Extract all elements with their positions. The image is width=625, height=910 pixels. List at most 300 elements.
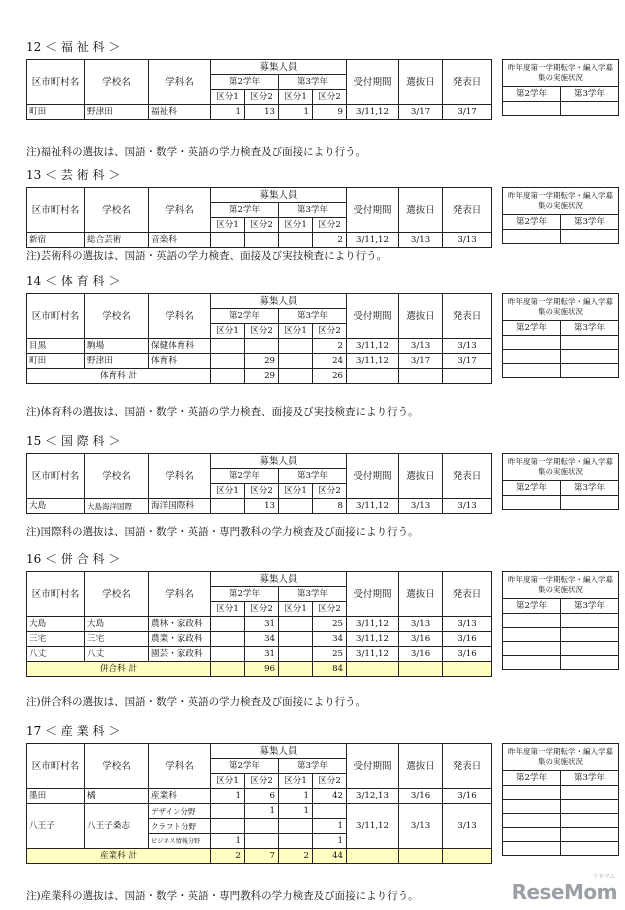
district-cell: 町田 — [27, 354, 85, 369]
tables-wrap — [26, 187, 613, 251]
school-cell: 総合芸術 — [85, 233, 149, 248]
section-title: 17 ＜ 産 業 科 ＞ — [26, 724, 121, 738]
header-school: 学校名 — [85, 188, 149, 233]
department-section — [26, 274, 613, 418]
section-title: 14 ＜ 体 育 科 ＞ — [26, 274, 121, 288]
total-count-cell — [279, 662, 313, 677]
header-announce: 発表日 — [443, 60, 492, 105]
reception-cell: 3/11,12 — [347, 632, 399, 647]
department-cell: 保健体育科 — [149, 339, 211, 354]
announce-cell: 3/16 — [443, 789, 492, 804]
header-announce: 発表日 — [443, 294, 492, 339]
header-cat1: 区分1 — [279, 774, 313, 789]
empty-cell — [399, 849, 443, 864]
header-grade2: 第2学年 — [211, 203, 279, 218]
header-cat1: 区分1 — [211, 774, 245, 789]
count-cell — [279, 499, 313, 514]
reception-cell: 3/11,12 — [347, 354, 399, 369]
status-cell — [503, 656, 561, 670]
header-recruit: 募集人員 — [211, 744, 347, 759]
header-selection: 選抜日 — [399, 572, 443, 617]
count-cell — [211, 354, 245, 369]
count-cell: 24 — [313, 354, 347, 369]
section-title: 16 ＜ 併 合 科 ＞ — [26, 552, 121, 566]
department-cell: クラフト分野 — [149, 819, 211, 834]
status-cell — [503, 364, 561, 378]
count-cell: 29 — [245, 354, 279, 369]
header-grade2: 第2学年 — [211, 587, 279, 602]
header-selection: 選抜日 — [399, 60, 443, 105]
reception-cell: 3/12,13 — [347, 789, 399, 804]
header-district: 区市町村名 — [27, 188, 85, 233]
header-grade3: 第3学年 — [279, 759, 347, 774]
transfer-status-table — [502, 571, 619, 670]
table-row — [27, 354, 492, 369]
header-school: 学校名 — [85, 572, 149, 617]
status-cell — [503, 800, 561, 814]
total-label: 体育科 計 — [27, 369, 211, 384]
total-count-cell: 44 — [313, 849, 347, 864]
header-district: 区市町村名 — [27, 60, 85, 105]
count-cell — [211, 647, 245, 662]
selection-cell: 3/16 — [399, 647, 443, 662]
department-section — [26, 552, 613, 708]
recruitment-table — [26, 571, 492, 677]
total-count-cell — [211, 369, 245, 384]
recruitment-table — [26, 453, 492, 514]
count-cell: 1 — [211, 789, 245, 804]
header-announce: 発表日 — [443, 188, 492, 233]
district-cell: 墨田 — [27, 789, 85, 804]
status-cell — [561, 336, 619, 350]
selection-cell: 3/16 — [399, 632, 443, 647]
status-grade3: 第3学年 — [561, 771, 619, 786]
count-cell — [245, 834, 279, 849]
count-cell: 13 — [245, 499, 279, 514]
school-cell: 八丈 — [85, 647, 149, 662]
department-cell: 音楽科 — [149, 233, 211, 248]
header-cat1: 区分1 — [211, 218, 245, 233]
count-cell: 1 — [279, 105, 313, 120]
status-cell — [503, 786, 561, 800]
empty-cell — [347, 369, 399, 384]
status-title: 昨年度第一学期転学・編入学募集の実施状況 — [503, 744, 619, 771]
header-selection: 選抜日 — [399, 744, 443, 789]
selection-cell: 3/17 — [399, 354, 443, 369]
school-cell: 大島海洋国際 — [85, 499, 149, 514]
status-title: 昨年度第一学期転学・編入学募集の実施状況 — [503, 454, 619, 481]
header-school: 学校名 — [85, 60, 149, 105]
count-cell — [211, 617, 245, 632]
district-cell: 八丈 — [27, 647, 85, 662]
header-cat2: 区分2 — [313, 324, 347, 339]
count-cell: 9 — [313, 105, 347, 120]
status-cell — [561, 828, 619, 842]
status-grade2: 第2学年 — [503, 321, 561, 336]
header-grade3: 第3学年 — [279, 587, 347, 602]
status-cell — [503, 350, 561, 364]
total-row — [27, 369, 492, 384]
district-cell: 町田 — [27, 105, 85, 120]
status-grade3: 第3学年 — [561, 481, 619, 496]
header-cat2: 区分2 — [313, 90, 347, 105]
recruitment-table — [26, 743, 492, 864]
status-grade2: 第2学年 — [503, 87, 561, 102]
transfer-status-table — [502, 743, 619, 856]
header-cat1: 区分1 — [279, 324, 313, 339]
total-count-cell: 96 — [245, 662, 279, 677]
count-cell: 1 — [211, 105, 245, 120]
status-grade2: 第2学年 — [503, 771, 561, 786]
count-cell — [279, 834, 313, 849]
header-reception: 受付期間 — [347, 454, 399, 499]
announce-cell: 3/16 — [443, 647, 492, 662]
selection-note: 注)国際科の選抜は、国語・数学・英語・専門教科の学力検査及び面接により行う。 — [26, 526, 419, 538]
section-title: 13 ＜ 芸 術 科 ＞ — [26, 168, 121, 182]
table-row — [27, 804, 492, 819]
table-row — [27, 647, 492, 662]
count-cell: 2 — [313, 339, 347, 354]
reception-cell: 3/11,12 — [347, 499, 399, 514]
count-cell — [279, 647, 313, 662]
header-cat1: 区分1 — [279, 90, 313, 105]
header-cat2: 区分2 — [245, 218, 279, 233]
count-cell — [245, 819, 279, 834]
count-cell — [211, 632, 245, 647]
header-selection: 選抜日 — [399, 294, 443, 339]
selection-note: 注)体育科の選抜は、国語・数学・英語の学力検査、面接及び実技検査により行う。 — [26, 406, 419, 418]
selection-cell: 3/13 — [399, 339, 443, 354]
status-cell — [503, 642, 561, 656]
header-district: 区市町村名 — [27, 572, 85, 617]
header-cat2: 区分2 — [313, 602, 347, 617]
count-cell: 34 — [313, 632, 347, 647]
header-recruit: 募集人員 — [211, 454, 347, 469]
status-cell — [561, 656, 619, 670]
header-district: 区市町村名 — [27, 744, 85, 789]
status-title: 昨年度第一学期転学・編入学募集の実施状況 — [503, 60, 619, 87]
reception-cell: 3/11,12 — [347, 647, 399, 662]
status-cell — [561, 786, 619, 800]
status-cell — [503, 814, 561, 828]
header-reception: 受付期間 — [347, 294, 399, 339]
header-grade3: 第3学年 — [279, 75, 347, 90]
count-cell — [279, 233, 313, 248]
count-cell: 31 — [245, 617, 279, 632]
header-selection: 選抜日 — [399, 454, 443, 499]
transfer-status-table — [502, 293, 619, 378]
status-cell — [561, 800, 619, 814]
department-section — [26, 40, 613, 158]
count-cell — [211, 339, 245, 354]
reception-cell: 3/11,12 — [347, 233, 399, 248]
selection-cell: 3/13 — [399, 804, 443, 849]
status-cell — [561, 102, 619, 116]
status-cell — [503, 102, 561, 116]
section-title: 15 ＜ 国 際 科 ＞ — [26, 434, 121, 448]
header-school: 学校名 — [85, 454, 149, 499]
status-grade2: 第2学年 — [503, 481, 561, 496]
header-cat2: 区分2 — [245, 324, 279, 339]
announce-cell: 3/13 — [443, 804, 492, 849]
header-cat2: 区分2 — [245, 90, 279, 105]
header-recruit: 募集人員 — [211, 60, 347, 75]
header-cat2: 区分2 — [313, 774, 347, 789]
header-cat1: 区分1 — [279, 484, 313, 499]
reception-cell: 3/11,12 — [347, 804, 399, 849]
department-cell: デザイン分野 — [149, 804, 211, 819]
header-cat1: 区分1 — [279, 602, 313, 617]
department-cell: 海洋国際科 — [149, 499, 211, 514]
header-department: 学科名 — [149, 744, 211, 789]
status-grade3: 第3学年 — [561, 87, 619, 102]
header-grade2: 第2学年 — [211, 309, 279, 324]
selection-note: 注)芸術科の選抜は、国語・英語の学力検査、面接及び実技検査により行う。 — [26, 250, 388, 262]
count-cell: 42 — [313, 789, 347, 804]
total-count-cell: 84 — [313, 662, 347, 677]
header-grade2: 第2学年 — [211, 759, 279, 774]
empty-cell — [399, 369, 443, 384]
status-cell — [561, 230, 619, 244]
header-department: 学科名 — [149, 572, 211, 617]
header-reception: 受付期間 — [347, 572, 399, 617]
status-cell — [503, 230, 561, 244]
recruitment-table — [26, 59, 492, 120]
count-cell: 8 — [313, 499, 347, 514]
count-cell: 1 — [313, 834, 347, 849]
announce-cell: 3/13 — [443, 233, 492, 248]
status-cell — [561, 364, 619, 378]
transfer-status-table — [502, 453, 619, 510]
status-cell — [561, 350, 619, 364]
count-cell: 1 — [211, 834, 245, 849]
header-reception: 受付期間 — [347, 60, 399, 105]
total-count-cell: 26 — [313, 369, 347, 384]
school-cell: 野津田 — [85, 354, 149, 369]
department-cell: 福祉科 — [149, 105, 211, 120]
transfer-status-table — [502, 187, 619, 244]
count-cell — [245, 339, 279, 354]
table-row — [27, 339, 492, 354]
count-cell: 13 — [245, 105, 279, 120]
recruitment-table — [26, 293, 492, 384]
header-school: 学校名 — [85, 294, 149, 339]
count-cell: 1 — [279, 804, 313, 819]
announce-cell: 3/13 — [443, 617, 492, 632]
total-count-cell: 7 — [245, 849, 279, 864]
header-cat1: 区分1 — [211, 324, 245, 339]
selection-cell: 3/13 — [399, 233, 443, 248]
count-cell: 1 — [313, 819, 347, 834]
selection-cell: 3/17 — [399, 105, 443, 120]
status-cell — [503, 628, 561, 642]
status-grade2: 第2学年 — [503, 215, 561, 230]
announce-cell: 3/13 — [443, 499, 492, 514]
district-cell: 三宅 — [27, 632, 85, 647]
header-announce: 発表日 — [443, 454, 492, 499]
header-grade3: 第3学年 — [279, 309, 347, 324]
header-cat2: 区分2 — [245, 484, 279, 499]
status-cell — [503, 828, 561, 842]
district-cell: 大島 — [27, 617, 85, 632]
status-cell — [561, 496, 619, 510]
department-section — [26, 434, 613, 538]
school-cell: 橘 — [85, 789, 149, 804]
status-grade3: 第3学年 — [561, 215, 619, 230]
total-count-cell: 2 — [279, 849, 313, 864]
status-cell — [561, 642, 619, 656]
total-count-cell: 29 — [245, 369, 279, 384]
count-cell: 34 — [245, 632, 279, 647]
empty-cell — [347, 849, 399, 864]
count-cell: 1 — [279, 789, 313, 804]
header-district: 区市町村名 — [27, 294, 85, 339]
header-cat2: 区分2 — [245, 602, 279, 617]
total-row — [27, 662, 492, 677]
tables-wrap — [26, 293, 613, 401]
school-cell: 野津田 — [85, 105, 149, 120]
announce-cell: 3/17 — [443, 354, 492, 369]
header-selection: 選抜日 — [399, 188, 443, 233]
header-grade3: 第3学年 — [279, 203, 347, 218]
selection-note: 注)福祉科の選抜は、国語・数学・英語の学力検査及び面接により行う。 — [26, 146, 367, 158]
status-cell — [503, 842, 561, 856]
table-row — [27, 632, 492, 647]
header-cat1: 区分1 — [211, 484, 245, 499]
district-cell: 新宿 — [27, 233, 85, 248]
count-cell — [211, 233, 245, 248]
selection-note: 注)産業科の選抜は、国語・数学・英語・専門教科の学力検査及び面接により行う。 — [26, 890, 419, 902]
count-cell — [211, 804, 245, 819]
header-department: 学科名 — [149, 60, 211, 105]
selection-cell: 3/16 — [399, 789, 443, 804]
department-cell: 体育科 — [149, 354, 211, 369]
announce-cell: 3/17 — [443, 105, 492, 120]
status-cell — [503, 336, 561, 350]
reception-cell: 3/11,12 — [347, 339, 399, 354]
recruitment-table — [26, 187, 492, 248]
status-grade2: 第2学年 — [503, 599, 561, 614]
table-row — [27, 233, 492, 248]
selection-note: 注)併合科の選抜は、国語・数学・英語の学力検査及び面接により行う。 — [26, 696, 367, 708]
count-cell: 31 — [245, 647, 279, 662]
total-count-cell — [211, 662, 245, 677]
header-cat1: 区分1 — [211, 602, 245, 617]
header-announce: 発表日 — [443, 572, 492, 617]
total-label: 産業科 計 — [27, 849, 211, 864]
header-department: 学科名 — [149, 188, 211, 233]
school-cell: 大島 — [85, 617, 149, 632]
selection-cell: 3/13 — [399, 617, 443, 632]
count-cell — [211, 499, 245, 514]
header-reception: 受付期間 — [347, 188, 399, 233]
selection-cell: 3/13 — [399, 499, 443, 514]
tables-wrap — [26, 453, 613, 531]
status-cell — [561, 814, 619, 828]
header-grade2: 第2学年 — [211, 469, 279, 484]
school-cell: 駒場 — [85, 339, 149, 354]
count-cell — [279, 617, 313, 632]
count-cell: 6 — [245, 789, 279, 804]
header-announce: 発表日 — [443, 744, 492, 789]
empty-cell — [443, 662, 492, 677]
header-cat2: 区分2 — [313, 484, 347, 499]
status-title: 昨年度第一学期転学・編入学募集の実施状況 — [503, 572, 619, 599]
department-cell: 農業・家政科 — [149, 632, 211, 647]
header-school: 学校名 — [85, 744, 149, 789]
header-recruit: 募集人員 — [211, 188, 347, 203]
table-row — [27, 789, 492, 804]
header-grade2: 第2学年 — [211, 75, 279, 90]
count-cell — [279, 819, 313, 834]
table-row — [27, 499, 492, 514]
header-recruit: 募集人員 — [211, 572, 347, 587]
total-count-cell — [279, 369, 313, 384]
count-cell — [279, 354, 313, 369]
header-cat2: 区分2 — [245, 774, 279, 789]
total-row — [27, 849, 492, 864]
empty-cell — [443, 849, 492, 864]
table-row — [27, 617, 492, 632]
header-cat2: 区分2 — [313, 218, 347, 233]
header-cat1: 区分1 — [279, 218, 313, 233]
announce-cell: 3/13 — [443, 339, 492, 354]
count-cell: 25 — [313, 647, 347, 662]
status-cell — [561, 614, 619, 628]
count-cell — [313, 804, 347, 819]
status-cell — [503, 496, 561, 510]
total-count-cell: 2 — [211, 849, 245, 864]
count-cell — [279, 632, 313, 647]
total-label: 併合科 計 — [27, 662, 211, 677]
count-cell: 1 — [245, 804, 279, 819]
header-recruit: 募集人員 — [211, 294, 347, 309]
reception-cell: 3/11,12 — [347, 617, 399, 632]
header-department: 学科名 — [149, 294, 211, 339]
empty-cell — [347, 662, 399, 677]
section-title: 12 ＜ 福 祉 科 ＞ — [26, 40, 121, 54]
count-cell: 2 — [313, 233, 347, 248]
status-cell — [561, 628, 619, 642]
status-cell — [561, 842, 619, 856]
department-cell: 農林・家政科 — [149, 617, 211, 632]
announce-cell: 3/16 — [443, 632, 492, 647]
table-row — [27, 105, 492, 120]
district-cell: 目黒 — [27, 339, 85, 354]
header-department: 学科名 — [149, 454, 211, 499]
status-title: 昨年度第一学期転学・編入学募集の実施状況 — [503, 188, 619, 215]
empty-cell — [399, 662, 443, 677]
district-cell: 八王子 — [27, 804, 85, 849]
count-cell: 25 — [313, 617, 347, 632]
status-grade3: 第3学年 — [561, 599, 619, 614]
school-cell: 八王子桑志 — [85, 804, 149, 849]
reception-cell: 3/11,12 — [347, 105, 399, 120]
district-cell: 大島 — [27, 499, 85, 514]
tables-wrap — [26, 571, 613, 699]
school-cell: 三宅 — [85, 632, 149, 647]
status-grade3: 第3学年 — [561, 321, 619, 336]
empty-cell — [443, 369, 492, 384]
department-section — [26, 168, 613, 262]
header-cat1: 区分1 — [211, 90, 245, 105]
department-cell: ビジネス情報分野 — [149, 834, 211, 849]
resemom-logo: ReseMom リセマム — [511, 874, 617, 904]
count-cell — [279, 339, 313, 354]
department-cell: 園芸・家政科 — [149, 647, 211, 662]
count-cell — [211, 819, 245, 834]
header-district: 区市町村名 — [27, 454, 85, 499]
